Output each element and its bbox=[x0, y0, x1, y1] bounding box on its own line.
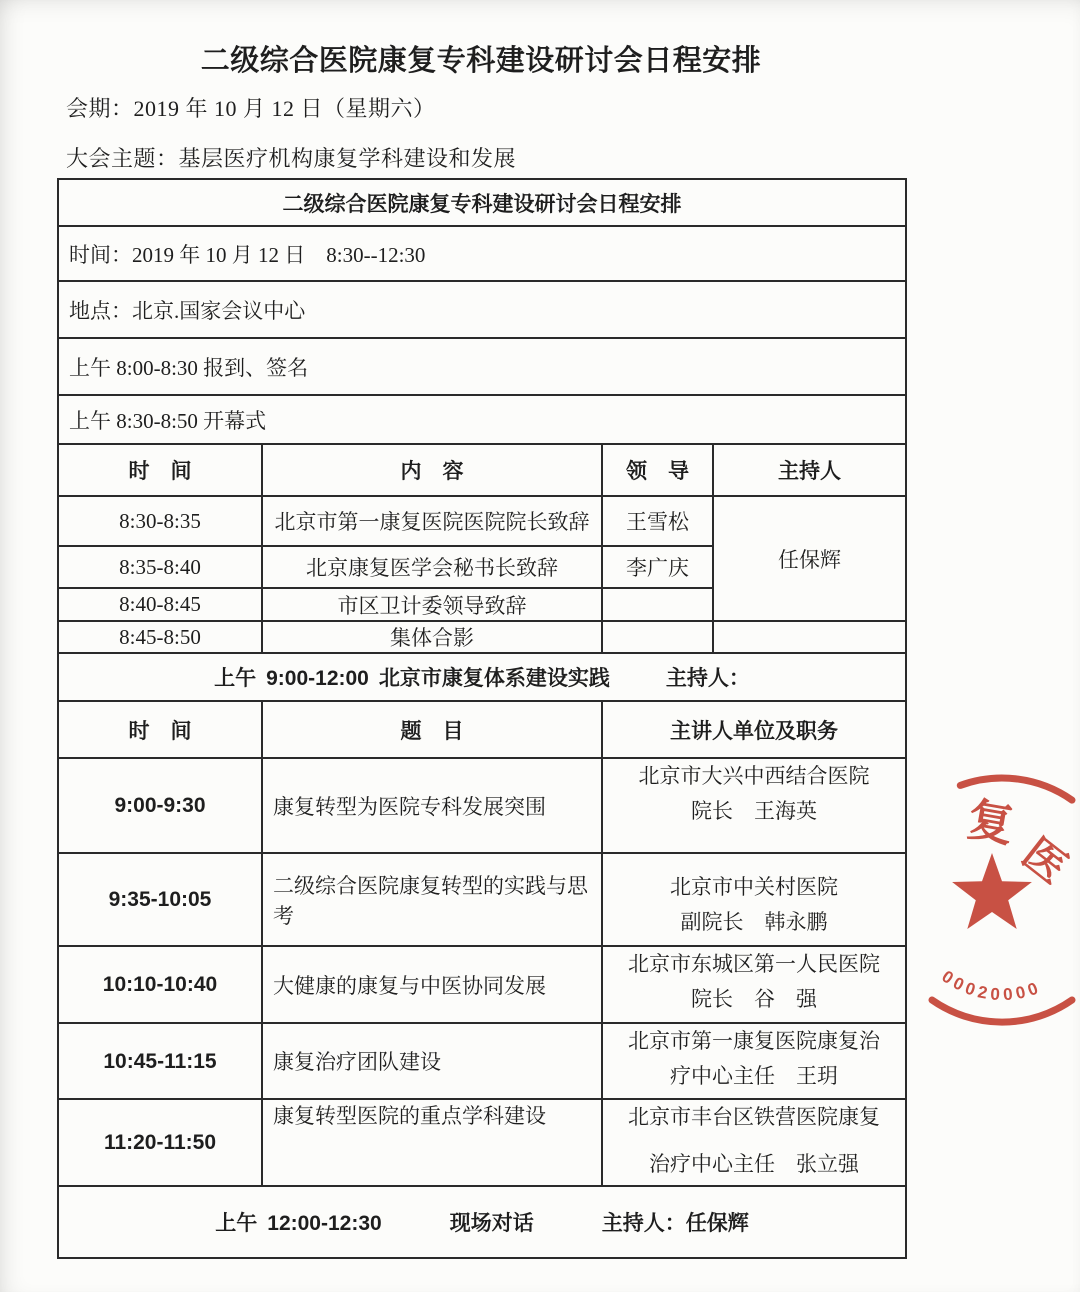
opening-row bbox=[58, 496, 906, 546]
host-cell: 任保辉 bbox=[713, 496, 906, 621]
speaker-org: 北京市中关村医院 bbox=[670, 875, 838, 899]
speaker-org: 北京市东城区第一人民医院 bbox=[628, 952, 880, 976]
schedule-table bbox=[57, 178, 907, 1259]
speaker-title-name: 副院长 韩永鹏 bbox=[680, 910, 828, 934]
speaker-cell bbox=[602, 1023, 906, 1099]
time-cell: 8:35-8:40 bbox=[58, 546, 262, 588]
speaker-title-name: 院长 王海英 bbox=[691, 799, 817, 823]
session-row bbox=[58, 853, 906, 946]
speaker-title-name: 疗中心主任 王玥 bbox=[670, 1064, 838, 1088]
column-header-time: 时 间 bbox=[58, 701, 262, 758]
opening-row bbox=[58, 621, 906, 653]
time-cell: 10:45-11:15 bbox=[103, 1049, 217, 1073]
session-row bbox=[58, 1099, 906, 1186]
time-cell: 9:35-10:05 bbox=[108, 888, 212, 911]
session-date-line: 会期：2019 年 10 月 12 日（星期六） bbox=[66, 96, 436, 121]
opening-ceremony-row: 上午 8:30-8:50 开幕式 bbox=[58, 395, 906, 444]
content-cell: 市区卫计委领导致辞 bbox=[262, 588, 602, 621]
topic-cell: 二级综合医院康复转型的实践与思考 bbox=[262, 853, 602, 946]
column-header-content: 内 容 bbox=[262, 444, 602, 496]
speaker-cell bbox=[602, 758, 906, 853]
column-header-host: 主持人 bbox=[713, 444, 906, 496]
time-cell: 8:45-8:50 bbox=[58, 621, 262, 653]
time-cell: 11:20-11:50 bbox=[103, 1131, 217, 1154]
stamp-character-left: 复 bbox=[963, 793, 1018, 852]
time-cell: 8:30-8:35 bbox=[58, 496, 262, 546]
column-header-speaker: 主讲人单位及职务 bbox=[602, 701, 906, 758]
column-header-topic: 题 目 bbox=[262, 701, 602, 758]
closing-prefix: 上午 bbox=[215, 1211, 258, 1235]
time-cell: 8:40-8:45 bbox=[58, 588, 262, 621]
content-cell: 北京市第一康复医院医院院长致辞 bbox=[262, 496, 602, 546]
closing-host: 主持人：任保辉 bbox=[601, 1211, 749, 1235]
official-red-stamp bbox=[870, 772, 1080, 1032]
speaker-cell bbox=[602, 1099, 906, 1186]
leader-cell: 王雪松 bbox=[602, 496, 713, 546]
svg-text:00020000 bbox=[938, 967, 1044, 1004]
speaker-cell bbox=[602, 946, 906, 1023]
time-cell: 10:10-10:40 bbox=[102, 973, 218, 996]
session2-header-row bbox=[58, 701, 906, 758]
topic-cell: 康复转型医院的重点学科建设 bbox=[262, 1099, 602, 1186]
time-cell: 9:00-9:30 bbox=[114, 794, 206, 817]
banner-prefix: 上午 bbox=[214, 666, 257, 690]
closing-time-range: 12:00-12:30 bbox=[267, 1212, 382, 1235]
speaker-org: 北京市丰台区铁营医院康复 bbox=[628, 1105, 880, 1129]
session-row bbox=[58, 946, 906, 1023]
speaker-cell bbox=[602, 853, 906, 946]
stamp-character-right: 医 bbox=[1013, 830, 1075, 893]
topic-cell: 康复转型为医院专科发展突围 bbox=[262, 758, 602, 853]
speaker-org: 北京市大兴中西结合医院 bbox=[638, 764, 870, 788]
closing-activity: 现场对话 bbox=[449, 1211, 534, 1235]
speaker-org: 北京市第一康复医院康复治 bbox=[628, 1029, 880, 1053]
topic-cell: 康复治疗团队建设 bbox=[262, 1023, 602, 1099]
speaker-title-name: 院长 谷 强 bbox=[691, 987, 817, 1011]
banner-session-title: 北京市康复体系建设实践 bbox=[378, 666, 610, 690]
venue-info-row: 地点：北京.国家会议中心 bbox=[58, 281, 906, 338]
content-cell: 北京康复医学会秘书长致辞 bbox=[262, 546, 602, 588]
registration-row: 上午 8:00-8:30 报到、签名 bbox=[58, 338, 906, 395]
column-header-leader: 领 导 bbox=[602, 444, 713, 496]
document-title: 二级综合医院康复专科建设研讨会日程安排 bbox=[200, 45, 762, 77]
host-cell bbox=[713, 621, 906, 653]
topic-cell: 大健康的康复与中医协同发展 bbox=[262, 946, 602, 1023]
content-cell: 集体合影 bbox=[262, 621, 602, 653]
opening-header-row bbox=[58, 444, 906, 496]
time-info-row: 时间：2019 年 10 月 12 日 8:30--12:30 bbox=[58, 226, 906, 281]
session-row bbox=[58, 758, 906, 853]
leader-cell bbox=[602, 621, 713, 653]
conference-theme-line: 大会主题：基层医疗机构康复学科建设和发展 bbox=[66, 146, 517, 171]
banner-host-label: 主持人： bbox=[665, 666, 750, 690]
table-title: 二级综合医院康复专科建设研讨会日程安排 bbox=[58, 179, 906, 226]
session-row bbox=[58, 1023, 906, 1099]
column-header-time: 时 间 bbox=[58, 444, 262, 496]
speaker-title-name: 治疗中心主任 张立强 bbox=[649, 1152, 859, 1176]
leader-cell: 李广庆 bbox=[602, 546, 713, 588]
stamp-serial-digits: 00020000 bbox=[938, 966, 1045, 1005]
banner-time-range: 9:00-12:00 bbox=[266, 667, 369, 690]
leader-cell bbox=[602, 588, 713, 621]
closing-row bbox=[58, 1186, 906, 1258]
session2-banner-row bbox=[58, 653, 906, 701]
